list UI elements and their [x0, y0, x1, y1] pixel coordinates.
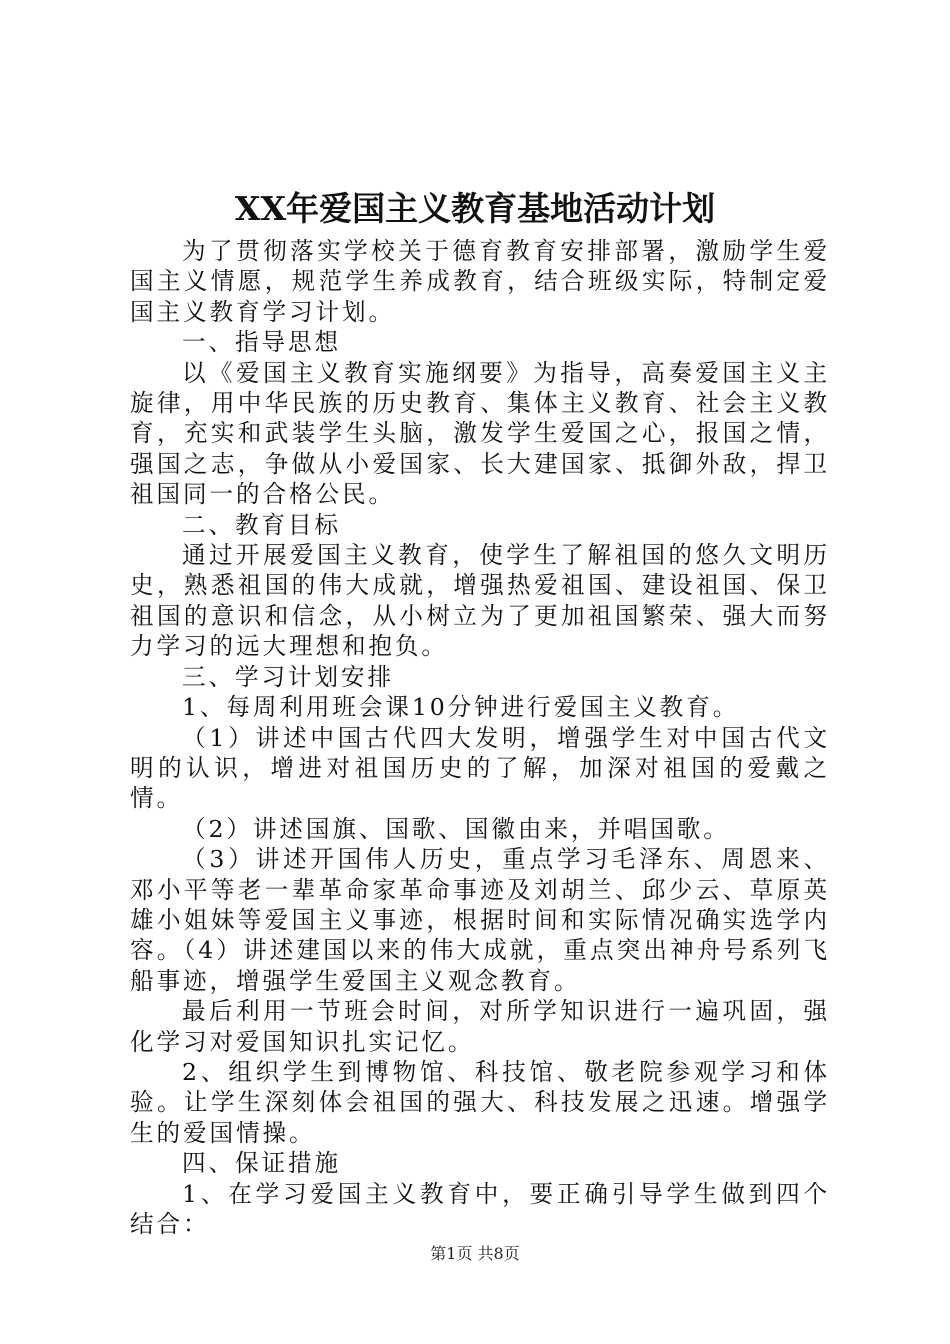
guiding-ideology-paragraph: 以《爱国主义教育实施纲要》为指导，高奏爱国主义主旋律，用中华民族的历史教育、集体主义教育、社会主义教育，充实和武装学生头脑，激发学生爱国之心，报国之情，强国之志，争做从小爱国家、长大建国家、抵御外敌，捍卫祖国同一的合格公民。: [130, 358, 830, 509]
study-plan-subitem-3-4: （3）讲述开国伟人历史，重点学习毛泽东、周恩来、邓小平等老一辈革命家革命事迹及刘胡兰、邱少云、草原英雄小姐妹等爱国主义事迹，根据时间和实际情况确实选学内容。（4）讲述建国以来的伟大成就，重点突出神舟号系列飞船事迹，增强学生爱国主义观念教育。: [130, 845, 830, 995]
section-heading-guarantee-measures: 四、保证措施: [182, 1149, 341, 1178]
section-heading-education-goals: 二、教育目标: [182, 510, 341, 539]
study-plan-subitem-1: （1）讲述中国古代四大发明，增强学生对中国古代文明的认识，增进对祖国历史的了解，加深对祖国的爱戴之情。: [130, 723, 830, 813]
study-plan-subitem-2: （2）讲述国旗、国歌、国徽由来，并唱国歌。: [182, 814, 730, 843]
document-title: XX年爱国主义教育基地活动计划: [234, 189, 716, 228]
study-plan-review-paragraph: 最后利用一节班会时间，对所学知识进行一遍巩固，强化学习对爱国知识扎实记忆。: [130, 997, 830, 1056]
intro-paragraph: 为了贯彻落实学校关于德育教育安排部署，激励学生爱国主义情愿，规范学生养成教育，结合班级实际，特制定爱国主义教育学习计划。: [130, 237, 830, 326]
study-plan-item-1: 1、每周利用班会课10分钟进行爱国主义教育。: [182, 693, 740, 722]
section-heading-guiding-ideology: 一、指导思想: [182, 328, 341, 357]
education-goals-paragraph: 通过开展爱国主义教育，使学生了解祖国的悠久文明历史，熟悉祖国的伟大成就，增强热爱祖国、建设祖国、保卫祖国的意识和信念，从小树立为了更加祖国繁荣、强大而努力学习的远大理想和抱负。: [130, 541, 830, 661]
guarantee-measures-item-1: 1、在学习爱国主义教育中，要正确引导学生做到四个结合：: [130, 1179, 830, 1238]
document-body: [130, 236, 830, 1239]
study-plan-item-2: 2、组织学生到博物馆、科技馆、敬老院参观学习和体验。让学生深刻体会祖国的强大、科技发展之迅速。增强学生的爱国情操。: [130, 1057, 830, 1147]
page-number-footer: 第1页 共8页: [430, 1244, 520, 1263]
section-heading-study-plan: 三、学习计划安排: [182, 662, 394, 691]
